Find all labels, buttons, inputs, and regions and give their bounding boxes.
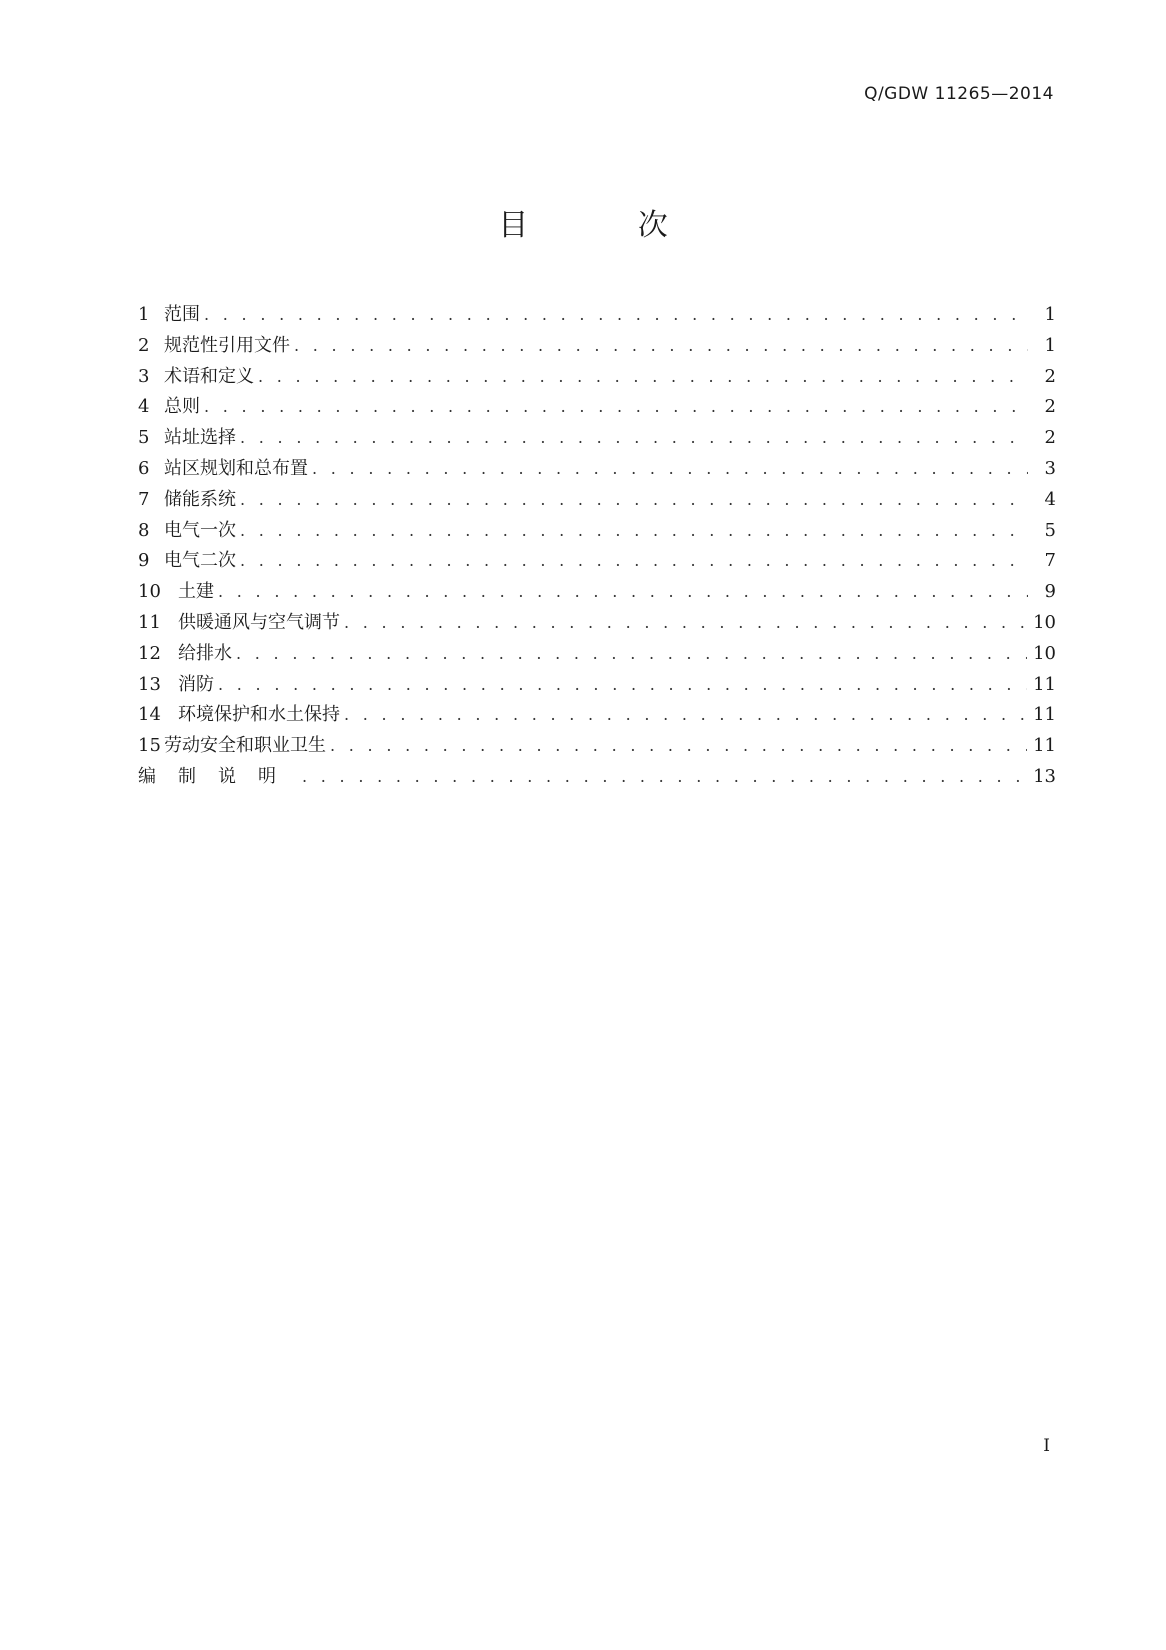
- toc-entry-site-planning[interactable]: [138, 454, 1056, 485]
- toc-entry-number: 15: [138, 735, 161, 757]
- toc-leader-dots: [240, 428, 1028, 447]
- toc-leader-dots: [240, 551, 1028, 570]
- toc-entry-label: 劳动安全和职业卫生: [164, 735, 326, 757]
- toc-entry-number: 9: [138, 550, 150, 572]
- toc-leader-dots: [236, 644, 1027, 663]
- toc-entry-number: 14: [138, 704, 161, 726]
- toc-entry-environmental-protection[interactable]: [138, 700, 1056, 731]
- toc-leader-dots: [330, 736, 1027, 755]
- toc-entry-label: 消防: [178, 673, 214, 695]
- toc-leader-dots: [218, 675, 1027, 694]
- toc-entry-label: 给排水: [178, 642, 232, 664]
- toc-entry-label: 站址选择: [164, 427, 236, 449]
- toc-entry-scope[interactable]: [138, 300, 1056, 331]
- toc-entry-page: 5: [1044, 519, 1056, 541]
- toc-leader-dots: [240, 490, 1028, 509]
- toc-entry-page: 2: [1044, 427, 1056, 449]
- toc-entry-page: 11: [1033, 704, 1056, 726]
- toc-entry-number: 8: [138, 519, 150, 541]
- toc-entry-label: 总则: [164, 396, 200, 418]
- toc-entry-label: 环境保护和水土保持: [178, 704, 340, 726]
- toc-entry-site-selection[interactable]: [138, 423, 1056, 454]
- toc-entry-number: 5: [138, 427, 150, 449]
- toc-leader-dots: [294, 336, 1028, 355]
- toc-leader-dots: [344, 613, 1027, 632]
- toc-entry-page: 9: [1044, 581, 1056, 603]
- toc-entry-page: 13: [1033, 765, 1056, 787]
- toc-entry-number: 7: [138, 488, 150, 510]
- toc-entry-hvac[interactable]: [138, 608, 1056, 639]
- toc-leader-dots: [204, 397, 1028, 416]
- toc-entry-number: 1: [138, 304, 150, 325]
- page-title: 目 次: [498, 208, 718, 243]
- toc-entry-general[interactable]: [138, 392, 1056, 423]
- toc-entry-page: 10: [1033, 642, 1056, 664]
- toc-leader-dots: [312, 459, 1028, 478]
- document-code: Q/GDW 11265—2014: [864, 84, 1054, 104]
- toc-entry-civil-works[interactable]: [138, 577, 1056, 608]
- toc-leader-dots: [344, 705, 1027, 724]
- toc-entry-label: 术语和定义: [164, 365, 254, 387]
- toc-entry-label: 土建: [178, 581, 214, 603]
- toc-entry-page: 11: [1033, 735, 1056, 757]
- toc-entry-page: 1: [1044, 334, 1056, 356]
- toc-entry-number: 2: [138, 334, 150, 356]
- toc-entry-page: 1: [1044, 304, 1056, 325]
- toc-entry-number: 12: [138, 642, 161, 664]
- toc-entry-label: 储能系统: [164, 488, 236, 510]
- toc-entry-label: 规范性引用文件: [164, 334, 290, 356]
- toc-entry-number: 11: [138, 611, 161, 633]
- page-number: I: [1043, 1436, 1050, 1456]
- toc-entry-label: 编制说明: [138, 765, 298, 787]
- toc-entry-fire-protection[interactable]: [138, 670, 1056, 701]
- toc-leader-dots: [240, 521, 1028, 540]
- toc-leader-dots: [204, 305, 1028, 324]
- toc-entry-label: 电气二次: [164, 550, 236, 572]
- toc-entry-page: 7: [1044, 550, 1056, 572]
- toc-entry-terms-definitions[interactable]: [138, 362, 1056, 393]
- toc-leader-dots: [302, 767, 1027, 786]
- table-of-contents: [138, 300, 1056, 793]
- toc-entry-electrical-primary[interactable]: [138, 516, 1056, 547]
- toc-entry-compilation-notes[interactable]: [138, 762, 1056, 793]
- toc-entry-number: 3: [138, 365, 150, 387]
- toc-entry-page: 2: [1044, 396, 1056, 418]
- toc-entry-label: 电气一次: [164, 519, 236, 541]
- toc-entry-page: 10: [1033, 611, 1056, 633]
- toc-entry-page: 2: [1044, 365, 1056, 387]
- toc-entry-label: 供暖通风与空气调节: [178, 611, 340, 633]
- toc-entry-number: 10: [138, 581, 161, 603]
- toc-entry-label: 范围: [164, 304, 200, 325]
- toc-entry-normative-references[interactable]: [138, 331, 1056, 362]
- toc-entry-number: 4: [138, 396, 150, 418]
- toc-entry-page: 11: [1033, 673, 1056, 695]
- toc-entry-label: 站区规划和总布置: [164, 457, 308, 479]
- toc-entry-energy-storage-system[interactable]: [138, 485, 1056, 516]
- toc-leader-dots: [258, 367, 1028, 386]
- toc-entry-page: 3: [1044, 457, 1056, 479]
- toc-entry-page: 4: [1044, 488, 1056, 510]
- toc-entry-water-supply-drainage[interactable]: [138, 639, 1056, 670]
- toc-leader-dots: [218, 582, 1028, 601]
- toc-entry-labor-safety[interactable]: [138, 731, 1056, 762]
- toc-entry-number: 13: [138, 673, 161, 695]
- toc-entry-number: 6: [138, 457, 150, 479]
- toc-entry-electrical-secondary[interactable]: [138, 546, 1056, 577]
